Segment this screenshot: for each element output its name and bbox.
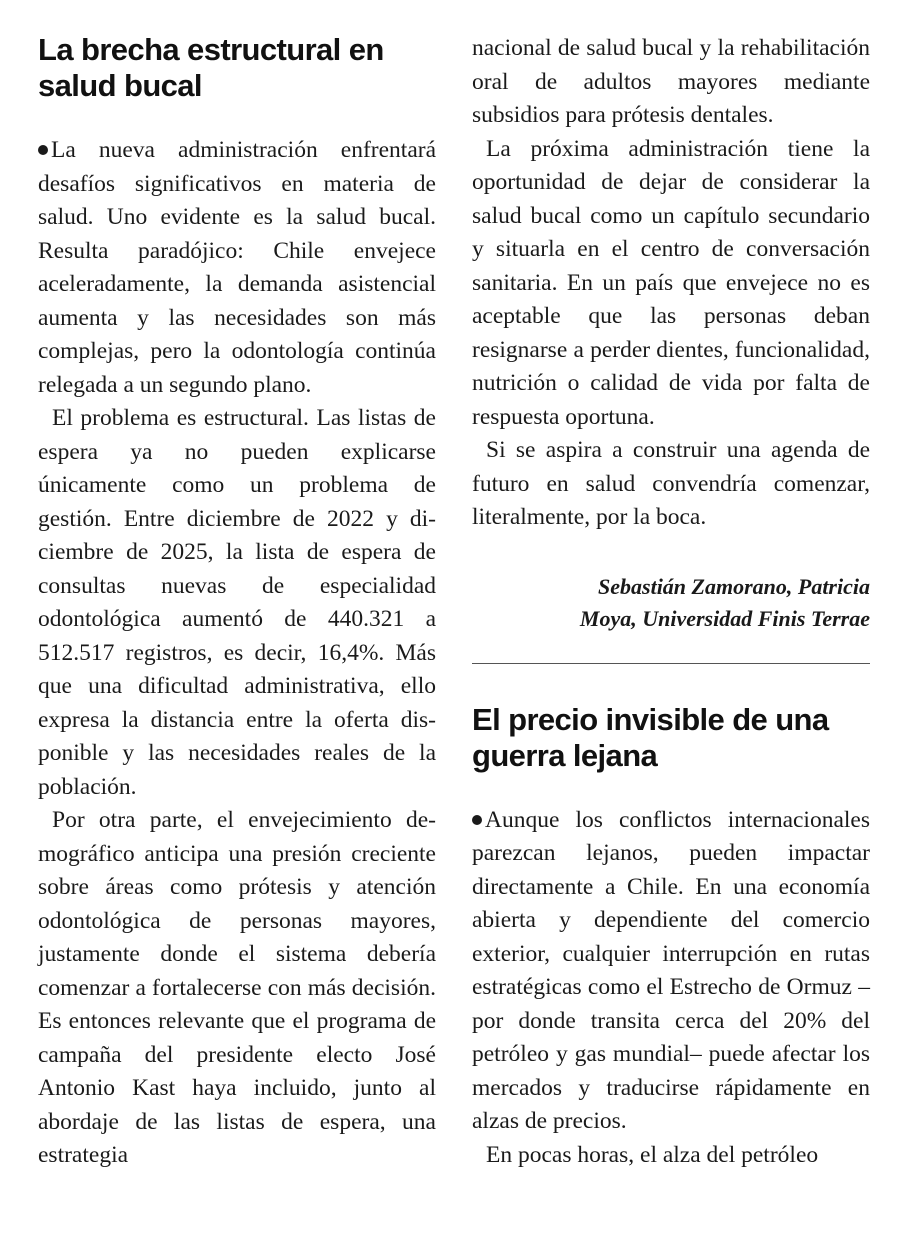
article1-paragraph-3: Por otra parte, el envejecimiento demográfico anticipa una presión creciente sobre áreas como prótesis y atención odontológica de personas mayores, justamente donde el sistema debería comenzar a fortalecerse con más decisión. Es entonces relevante que el programa de campaña del presidente electo José Antonio Kast haya incluido, junto al abordaje de las listas de espera, una estrategia	[38, 807, 436, 1168]
article1-paragraph-1-text: La nueva administración enfrentará desafíos significativos en materia de salud. Uno evidente es la salud bucal. Resulta paradójico: Chile envejece aceleradamente, la demanda asistencial aumenta y las necesidades son más complejas, pero la odontología continúa relegada a un segundo plano.	[38, 137, 436, 398]
article2-paragraph-2: En pocas horas, el alza del petróleo	[486, 1141, 819, 1168]
article2-paragraph-1	[472, 804, 870, 1139]
bullet-icon	[38, 145, 48, 155]
bullet-icon	[472, 815, 482, 825]
article1-headline	[38, 32, 436, 104]
article2-body	[472, 804, 870, 1173]
article1-headline-line-1: La brecha estructural en	[38, 32, 384, 67]
article2-headline	[472, 702, 870, 774]
signature-line-1: Sebastián Zamorano, Patricia	[598, 573, 870, 599]
article1-body-left	[38, 134, 436, 1173]
signature-line-2: Moya, Universidad Finis Terrae	[579, 605, 870, 631]
article1-paragraph-3-continued: nacional de salud bucal y la rehabilitación oral de adultos mayores mediante subsidios para prótesis dentales.	[472, 35, 870, 128]
article1-paragraph-1	[38, 134, 436, 402]
article1-paragraph-2: El problema es estructural. Las listas de espera ya no pueden explicarse únicamente como un problema de gestión. Entre diciembre de 2022 y diciembre de 2025, la lista de espera de consultas nuevas de especialidad odontológica aumentó de 440.321 a 512.517 registros, es decir, 16,4%. Más que una dificultad administrativa, ello expresa la distancia entre la oferta disponible y las necesidades reales de la población.	[38, 405, 436, 800]
article2-paragraph-1-text: Aunque los conflictos internacionales parezcan lejanos, pueden impactar directamente a Chile. En una economía abierta y dependiente del comercio exterior, cualquier interrupción en rutas estratégicas como el Estrecho de Ormuz –por donde transita cerca del 20% del petróleo y gas mundial– puede afectar los mercados y traducirse rápidamente en alzas de precios.	[472, 806, 870, 1134]
article1-body-right	[472, 32, 870, 535]
article2-headline-line-1: El precio invisible de una	[472, 701, 829, 737]
article2-headline-line-2: guerra lejana	[472, 737, 658, 773]
article1-paragraph-4: La próxima administración tiene la oportunidad de dejar de considerar la salud bucal como un capítulo secundario y situarla en el centro de conversación sanitaria. En un país que envejece no es aceptable que las personas deban resignarse a perder dientes, funcionalidad, nutrición o calidad de vida por falta de respuesta oportuna.	[472, 135, 870, 430]
article1-signature	[472, 571, 870, 635]
section-divider	[472, 663, 870, 664]
right-column	[472, 32, 870, 1172]
left-column	[38, 32, 436, 1173]
article1-headline-line-2: salud bucal	[38, 68, 202, 103]
article1-paragraph-5: Si se aspira a construir una agenda de futuro en salud convendría comenzar, literalmente, por la boca.	[472, 437, 870, 530]
